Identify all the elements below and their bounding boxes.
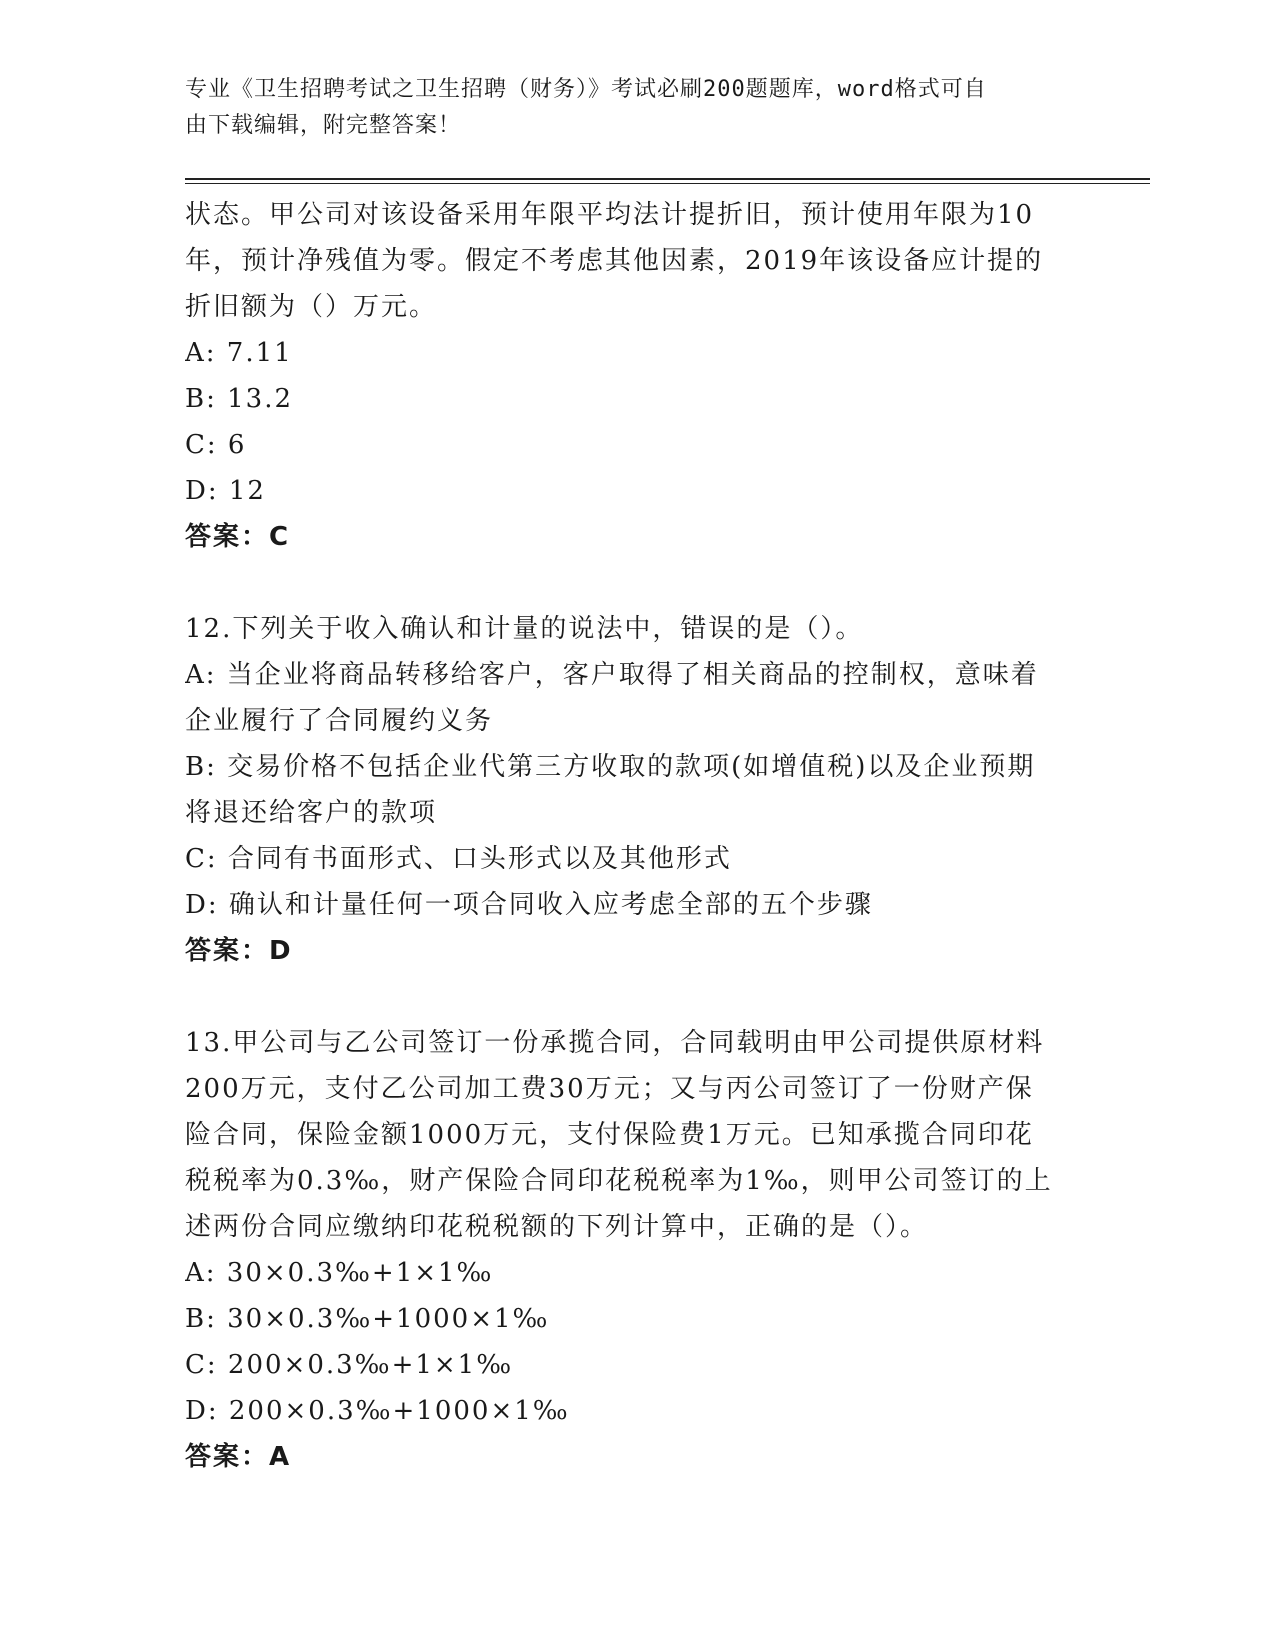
option-a: A: 当企业将商品转移给客户，客户取得了相关商品的控制权，意味着 — [185, 660, 1039, 690]
question-text: 折旧额为（）万元。 — [185, 292, 438, 322]
option-b: B: 交易价格不包括企业代第三方收取的款项(如增值税)以及企业预期 — [185, 752, 1036, 782]
option-b: B: 30×0.3‰+1000×1‰ — [185, 1304, 550, 1334]
option-a-continued: 企业履行了合同履约义务 — [185, 706, 494, 736]
question-text: 12.下列关于收入确认和计量的说法中，错误的是（）。 — [185, 614, 864, 644]
header-line: 由下载编辑，附完整答案！ — [185, 113, 462, 138]
question-text: 年，预计净残值为零。假定不考虑其他因素，2019年该设备应计提的 — [185, 246, 1044, 276]
document-body — [185, 192, 1065, 1480]
spacer — [185, 974, 1065, 1020]
answer: 答案：A — [185, 1442, 292, 1472]
option-b: B: 13.2 — [185, 384, 294, 414]
question-text: 13.甲公司与乙公司签订一份承揽合同，合同载明由甲公司提供原材料 — [185, 1028, 1045, 1058]
option-d: D: 200×0.3‰+1000×1‰ — [185, 1396, 570, 1426]
option-c: C: 合同有书面形式、口头形式以及其他形式 — [185, 844, 732, 874]
header-divider — [185, 178, 1150, 180]
spacer — [185, 560, 1065, 606]
question-12 — [185, 606, 1065, 974]
question-13 — [185, 1020, 1065, 1480]
option-c: C: 200×0.3‰+1×1‰ — [185, 1350, 514, 1380]
question-text: 200万元，支付乙公司加工费30万元；又与丙公司签订了一份财产保 — [185, 1074, 1034, 1104]
option-c: C: 6 — [185, 430, 247, 460]
question-text: 状态。甲公司对该设备采用年限平均法计提折旧，预计使用年限为10 — [185, 200, 1035, 230]
option-d: D: 确认和计量任何一项合同收入应考虑全部的五个步骤 — [185, 890, 873, 920]
option-b-continued: 将退还给客户的款项 — [185, 798, 438, 828]
header-divider — [185, 183, 1150, 184]
answer: 答案：C — [185, 522, 291, 552]
option-a: A: 30×0.3‰+1×1‰ — [185, 1258, 494, 1288]
document-header — [185, 72, 1065, 144]
question-text: 险合同，保险金额1000万元，支付保险费1万元。已知承揽合同印花 — [185, 1120, 1034, 1150]
option-d: D: 12 — [185, 476, 266, 506]
header-line: 专业《卫生招聘考试之卫生招聘（财务）》考试必刷200题题库，word格式可自 — [185, 77, 987, 102]
option-a: A: 7.11 — [185, 338, 293, 368]
question-11 — [185, 192, 1065, 560]
question-text: 述两份合同应缴纳印花税税额的下列计算中，正确的是（）。 — [185, 1212, 929, 1242]
answer: 答案：D — [185, 936, 293, 966]
question-text: 税税率为0.3‰，财产保险合同印花税税率为1‰，则甲公司签订的上 — [185, 1166, 1053, 1196]
